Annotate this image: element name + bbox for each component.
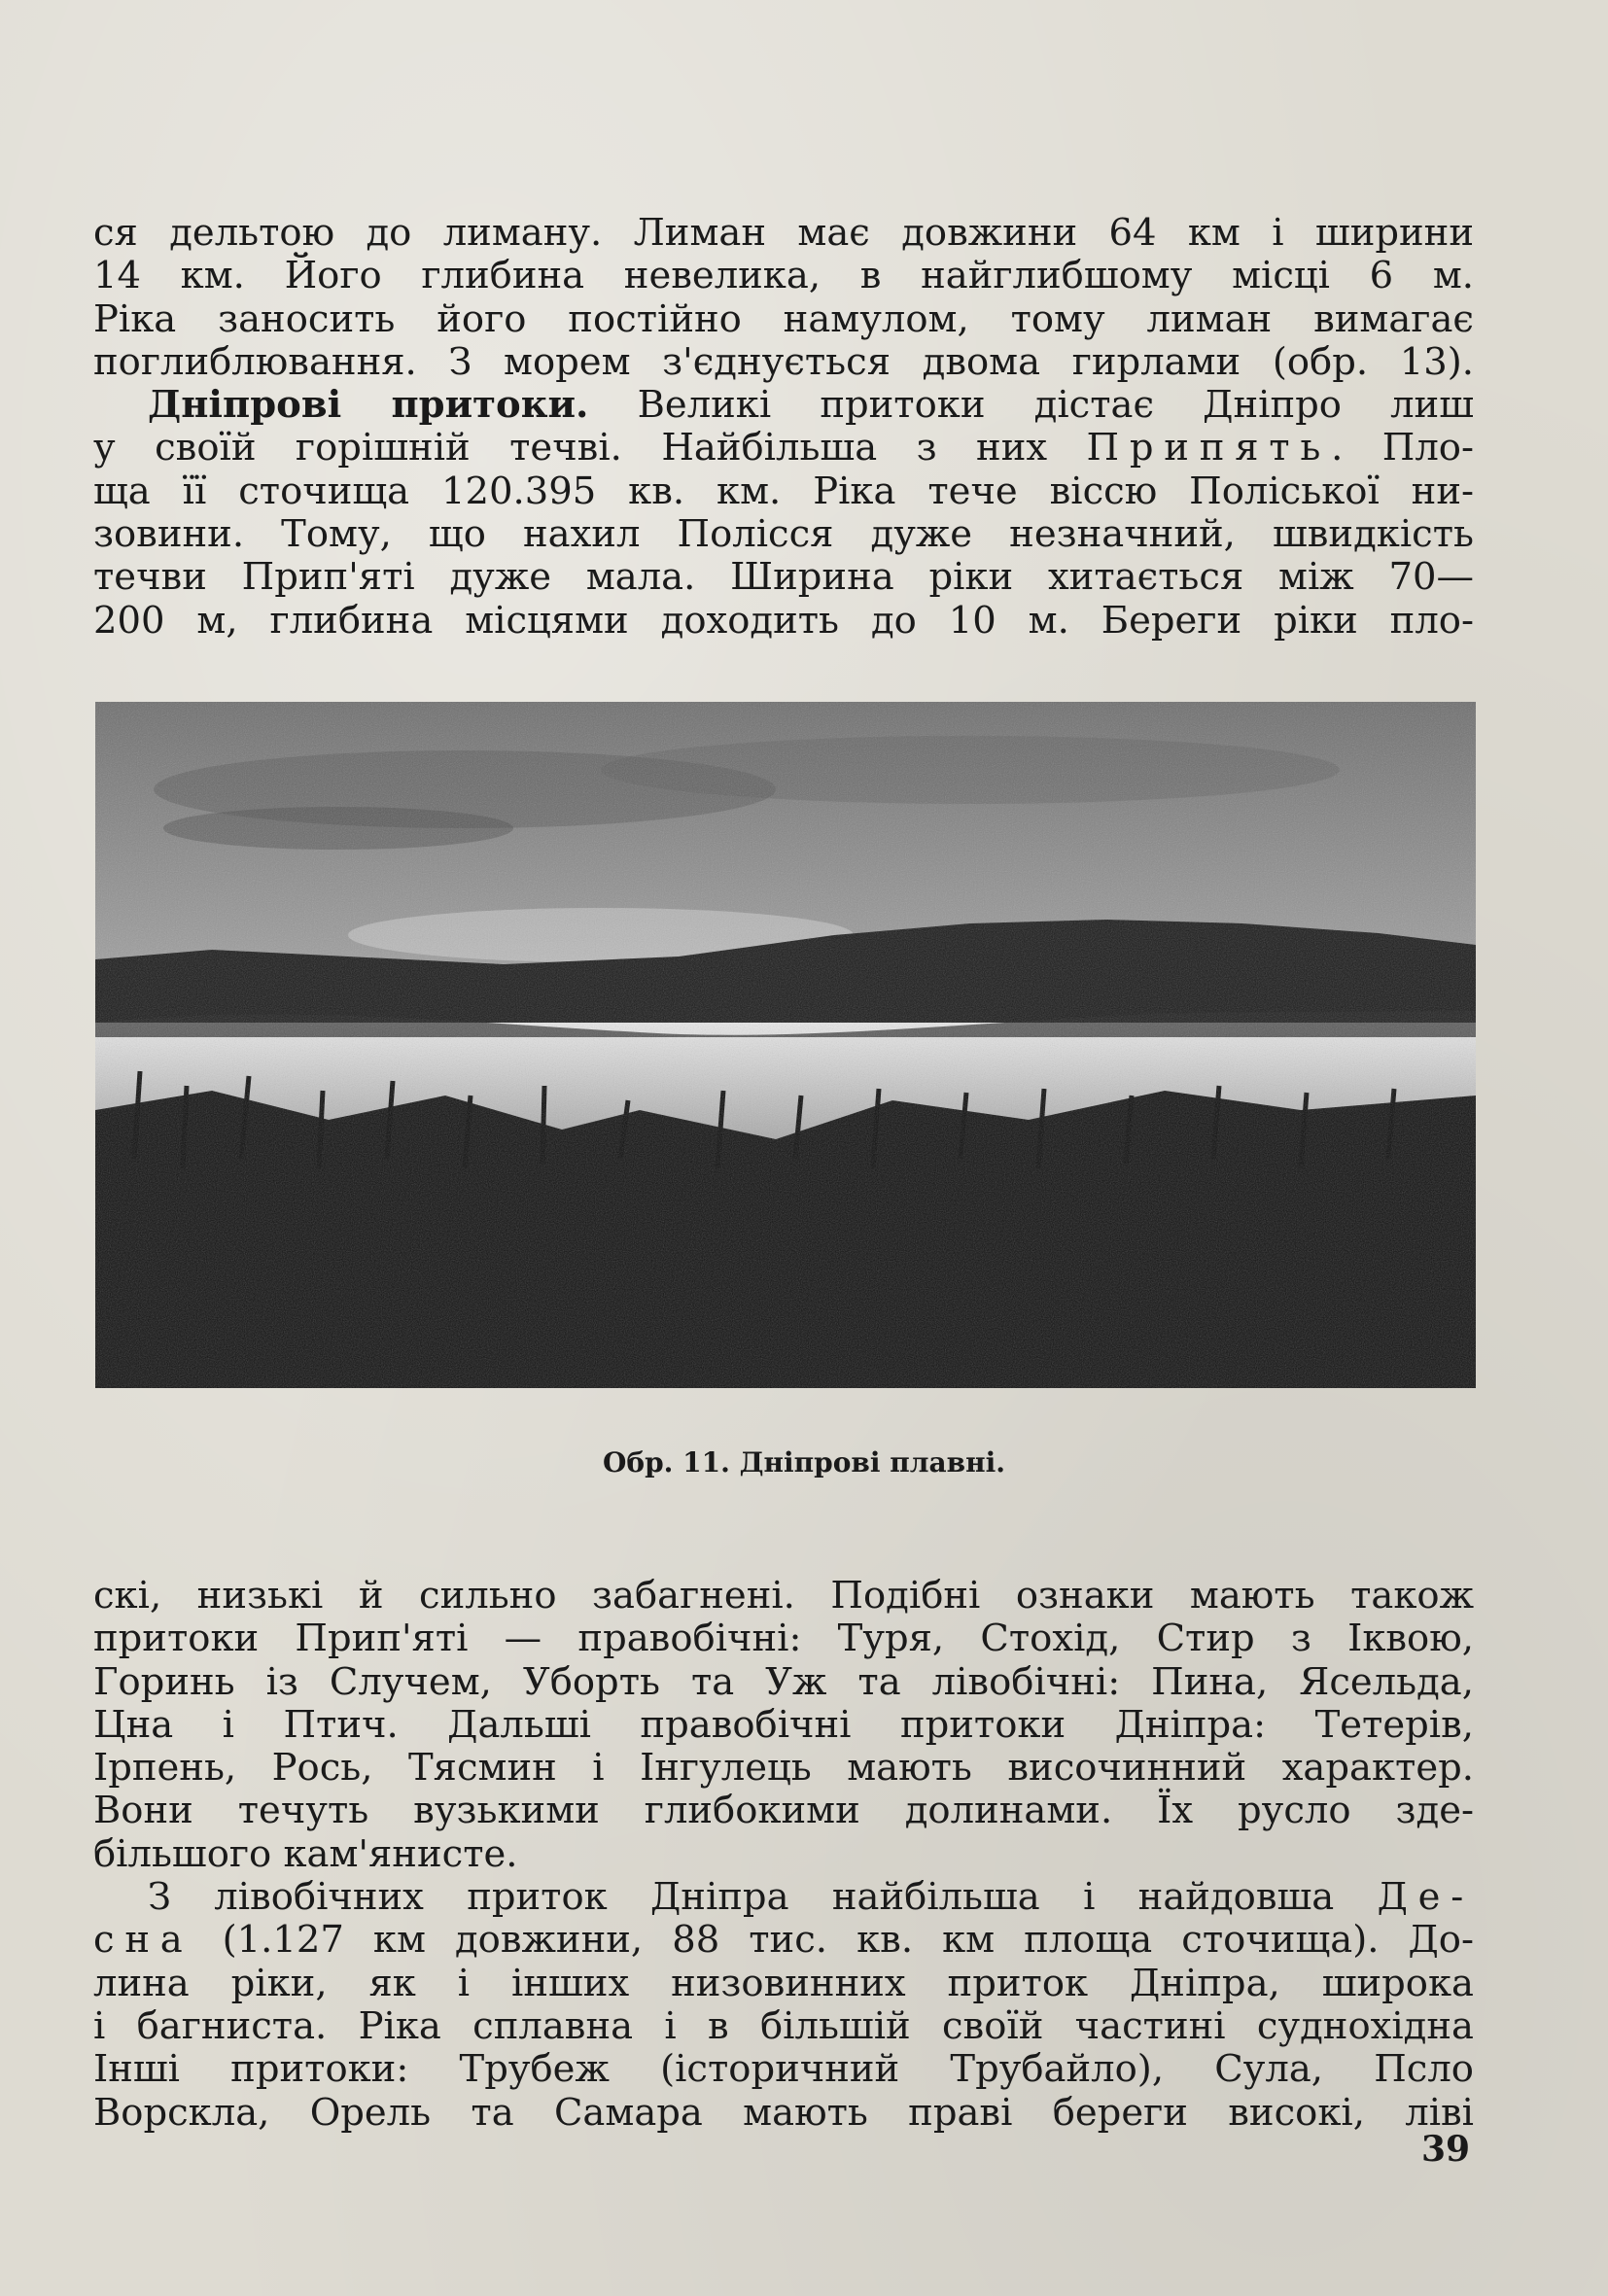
dnipro-floodplain-photo	[95, 702, 1476, 1388]
text-line: Ріка заносить його постійно намулом, тому лиман вимагає	[93, 296, 1474, 341]
text-line: ща її сточища 120.395 кв. км. Ріка тече віссю Поліської ни-	[93, 469, 1474, 513]
text-span: у своїй горішній течві. Найбільша з них	[93, 426, 1087, 470]
river-name-desna: Де-	[1377, 1875, 1474, 1920]
river-name-desna-cont: сна	[93, 1918, 193, 1963]
section-heading: Дніпрові притоки.	[148, 383, 589, 428]
figure-caption: Обр. 11. Дніпрові плавні.	[603, 1446, 1005, 1478]
text-line: зовини. Тому, що нахил Полісся дуже незначний, швидкість	[93, 512, 1474, 557]
text-line: 200 м, глибина місцями доходить до 10 м. Береги ріки пло-	[93, 598, 1474, 643]
text-line: течви Прип'яті дуже мала. Ширина ріки хитається між 70—	[93, 555, 1474, 600]
landscape-photo-illustration	[95, 702, 1476, 1388]
text-line: Цна і Птич. Дальші правобічні притоки Дніпра: Тетерів,	[93, 1702, 1474, 1747]
page-number: 39	[1421, 2129, 1471, 2170]
text-line: лина ріки, як і інших низовинних приток Дніпра, широка	[93, 1961, 1474, 2005]
text-line: Горинь із Случем, Уборть та Уж та лівобічні: Пина, Ясельда,	[93, 1659, 1474, 1704]
river-name-pripyat: Припять	[1086, 426, 1332, 470]
text-line: Вони течуть вузькими глибокими долинами. Їх русло зде-	[93, 1789, 1474, 1833]
text-line	[93, 1919, 1474, 1962]
paragraph-tributaries	[93, 1575, 1474, 2135]
text-line: притоки Прип'яті — правобічні: Туря, Стохід, Стир з Іквою,	[93, 1617, 1474, 1661]
text-line: Інші притоки: Трубеж (історичний Трубайло), Сула, Псло	[93, 2047, 1474, 2092]
text-span: Великі притоки дістає Дніпро лиш	[588, 383, 1474, 428]
text-line: скі, низькі й сильно забагнені. Подібні ознаки мають також	[93, 1574, 1474, 1618]
text-line: і багниста. Ріка сплавна і в більшій своїй частині суднохідна	[93, 2003, 1474, 2048]
text-line	[93, 1876, 1474, 1919]
text-line: 14 км. Його глибина невелика, в найглибшому місці 6 м.	[93, 254, 1474, 298]
text-line	[93, 427, 1474, 470]
text-line: Ірпень, Рось, Тясмин і Інгулець мають височинний характер.	[93, 1746, 1474, 1791]
text-line: ся дельтою до лиману. Лиман має довжини 64 км і ширини	[93, 211, 1474, 255]
text-line: поглиблювання. З морем з'єднується двома гирлами (обр. 13).	[93, 339, 1474, 384]
text-span: . Пло-	[1331, 426, 1474, 470]
text-line: Ворскла, Орель та Самара мають праві береги високі, ліві	[93, 2090, 1474, 2135]
text-span: (1.127 км довжини, 88 тис. кв. км площа сточища). До-	[192, 1918, 1474, 1963]
text-span: З лівобічних приток Дніпра найбільша і найдовша	[148, 1875, 1378, 1920]
paragraph-estuary	[93, 212, 1474, 643]
text-line	[93, 384, 1474, 427]
text-line: більшого кам'янисте.	[93, 1831, 518, 1876]
